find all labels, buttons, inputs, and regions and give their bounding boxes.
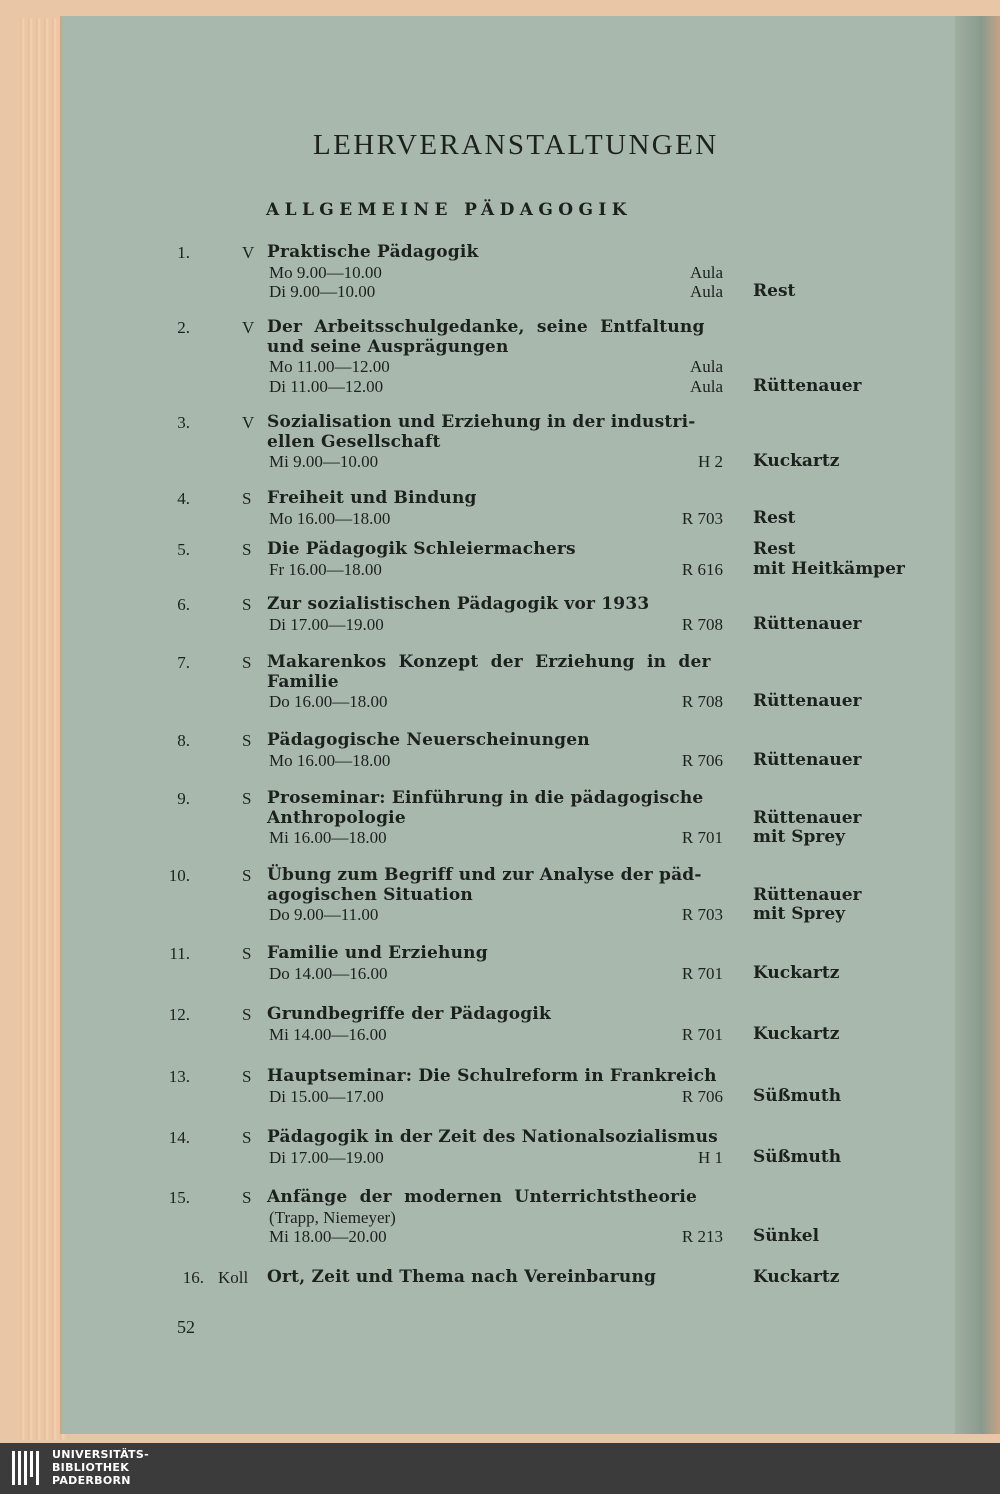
course-lecturer: Rüttenauer [753, 613, 862, 634]
course-time: Mi 16.00—18.00 [269, 828, 387, 847]
course-title-line: und seine Ausprägungen [267, 336, 509, 357]
course-room: Aula [689, 282, 723, 301]
course-room: Aula [689, 262, 723, 282]
course-room: R 703 [681, 905, 723, 924]
course-title-line: Anthropologie [267, 807, 406, 828]
course-number: 14. [168, 1128, 190, 1147]
course-time: Di 9.00—10.00 [269, 282, 376, 301]
course-title-line: ellen Gesellschaft [267, 431, 441, 452]
course-title-note: (Trapp, Niemeyer) [269, 1207, 396, 1227]
course-room: Aula [689, 357, 723, 376]
course-title-line: Übung zum Begriff und zur Analyse der päd- [267, 865, 702, 885]
course-title-line: Makarenkos Konzept der Erziehung in der [267, 652, 711, 672]
course-number: 6. [177, 595, 190, 614]
course-room: R 616 [681, 559, 723, 579]
course-lecturer: Süßmuth [753, 1085, 842, 1106]
course-room: R 706 [681, 1086, 723, 1106]
page-number: 52 [177, 1317, 195, 1337]
page-title: LEHRVERANSTALTUNGEN [313, 129, 719, 161]
course-lecturer: Rüttenauer [753, 884, 862, 905]
library-footer-bar [0, 1443, 1000, 1494]
course-title-line: Hauptseminar: Die Schulreform in Frankreich [267, 1066, 717, 1086]
course-room: R 701 [681, 963, 723, 983]
course-type: S [242, 653, 252, 672]
course-title-line: agogischen Situation [267, 884, 473, 905]
course-time: Do 14.00—16.00 [269, 963, 388, 983]
course-type: Koll [218, 1268, 249, 1287]
course-number: 4. [177, 489, 190, 508]
course-time: Mo 9.00—10.00 [269, 262, 382, 282]
course-type: S [242, 595, 252, 614]
course-number: 8. [177, 731, 190, 750]
page-paper [60, 16, 967, 1434]
course-number: 9. [177, 789, 190, 808]
course-title-line: Pädagogische Neuerscheinungen [267, 730, 590, 750]
course-time: Mi 14.00—16.00 [269, 1024, 387, 1044]
course-title-line: Die Pädagogik Schleiermachers [267, 539, 576, 559]
course-lecturer: Kuckartz [753, 1023, 840, 1044]
course-title-line: Grundbegriffe der Pädagogik [267, 1004, 552, 1024]
course-time: Mi 18.00—20.00 [269, 1227, 387, 1246]
course-room: Aula [689, 376, 723, 396]
course-title-line: Familie [267, 671, 339, 692]
course-lecturer: Rest [753, 539, 796, 559]
course-lecturer: Rüttenauer [753, 691, 862, 711]
course-time: Di 15.00—17.00 [269, 1086, 384, 1106]
course-number: 16. [182, 1268, 204, 1287]
course-time: Mi 9.00—10.00 [269, 452, 379, 471]
course-type: S [242, 540, 252, 559]
course-number: 2. [177, 318, 190, 337]
course-number: 10. [168, 866, 190, 885]
course-type: S [242, 1067, 252, 1086]
course-time: Mo 11.00—12.00 [269, 357, 390, 376]
course-lecturer: Rest [753, 507, 796, 528]
course-time: Mo 16.00—18.00 [269, 508, 391, 528]
course-title-line: Familie und Erziehung [267, 943, 488, 963]
page-gutter-shadow [955, 16, 1000, 1434]
course-type: V [242, 318, 255, 337]
course-time: Do 16.00—18.00 [269, 692, 388, 711]
course-lecturer: mit Sprey [753, 904, 846, 924]
course-type: V [242, 413, 255, 432]
course-title-line: Anfänge der modernen Unterrichtstheorie [267, 1187, 697, 1207]
course-number: 15. [168, 1188, 190, 1207]
course-time: Do 9.00—11.00 [269, 905, 379, 924]
library-name-line-1: UNIVERSITÄTS- [52, 1448, 149, 1461]
course-lecturer: Kuckartz [753, 962, 840, 983]
course-title-line: Zur sozialistischen Pädagogik vor 1933 [267, 594, 650, 614]
section-heading: ALLGEMEINE PÄDAGOGIK [266, 200, 632, 220]
course-time: Fr 16.00—18.00 [269, 559, 382, 579]
course-title-line: Sozialisation und Erziehung in der industri- [267, 412, 696, 432]
course-number: 5. [177, 540, 190, 559]
course-number: 12. [168, 1005, 190, 1024]
course-room: R 701 [681, 1024, 723, 1044]
course-type: S [242, 1005, 252, 1024]
course-type: S [242, 1128, 252, 1147]
course-lecturer: Rest [753, 281, 796, 301]
course-type: S [242, 489, 252, 508]
course-title-line: Praktische Pädagogik [267, 242, 479, 262]
course-number: 3. [177, 413, 190, 432]
course-room: R 706 [681, 750, 723, 770]
course-number: 11. [169, 944, 190, 963]
course-room: R 703 [681, 508, 723, 528]
course-type: S [242, 731, 252, 750]
course-room: R 701 [681, 828, 723, 847]
course-type: S [242, 1188, 252, 1207]
library-name-line-2: BIBLIOTHEK [52, 1461, 130, 1474]
course-number: 1. [177, 243, 190, 262]
course-title-line: Freiheit und Bindung [267, 488, 477, 508]
course-type: S [242, 944, 252, 963]
course-title-line: Ort, Zeit und Thema nach Vereinbarung [267, 1267, 657, 1287]
course-type: V [242, 243, 255, 262]
course-title-line: Proseminar: Einführung in die pädagogische [267, 788, 704, 808]
course-room: R 708 [681, 692, 723, 711]
course-time: Di 11.00—12.00 [269, 376, 384, 396]
course-type: S [242, 866, 252, 885]
library-logo-icon [12, 1451, 44, 1485]
course-lecturer: Rüttenauer [753, 807, 862, 828]
course-lecturer: mit Sprey [753, 827, 846, 847]
course-lecturer: Kuckartz [753, 1267, 840, 1287]
course-room: R 213 [681, 1227, 723, 1246]
course-lecturer: mit Heitkämper [753, 558, 905, 579]
course-lecturer: Süßmuth [753, 1146, 842, 1167]
course-lecturer: Sünkel [753, 1226, 820, 1246]
library-name-line-3: PADERBORN [52, 1474, 131, 1487]
course-time: Mo 16.00—18.00 [269, 750, 391, 770]
course-number: 7. [177, 653, 190, 672]
course-lecturer: Rüttenauer [753, 749, 862, 770]
course-title-line: Pädagogik in der Zeit des Nationalsozialismus [267, 1127, 718, 1147]
course-type: S [242, 789, 252, 808]
course-time: Di 17.00—19.00 [269, 614, 384, 634]
course-time: Di 17.00—19.00 [269, 1147, 384, 1167]
course-number: 13. [168, 1067, 190, 1086]
course-lecturer: Kuckartz [753, 451, 840, 471]
course-lecturer: Rüttenauer [753, 375, 862, 396]
course-title-line: Der Arbeitsschulgedanke, seine Entfaltung [267, 317, 705, 337]
course-room: H 1 [697, 1147, 723, 1167]
course-room: H 2 [697, 452, 723, 471]
course-room: R 708 [681, 614, 723, 634]
